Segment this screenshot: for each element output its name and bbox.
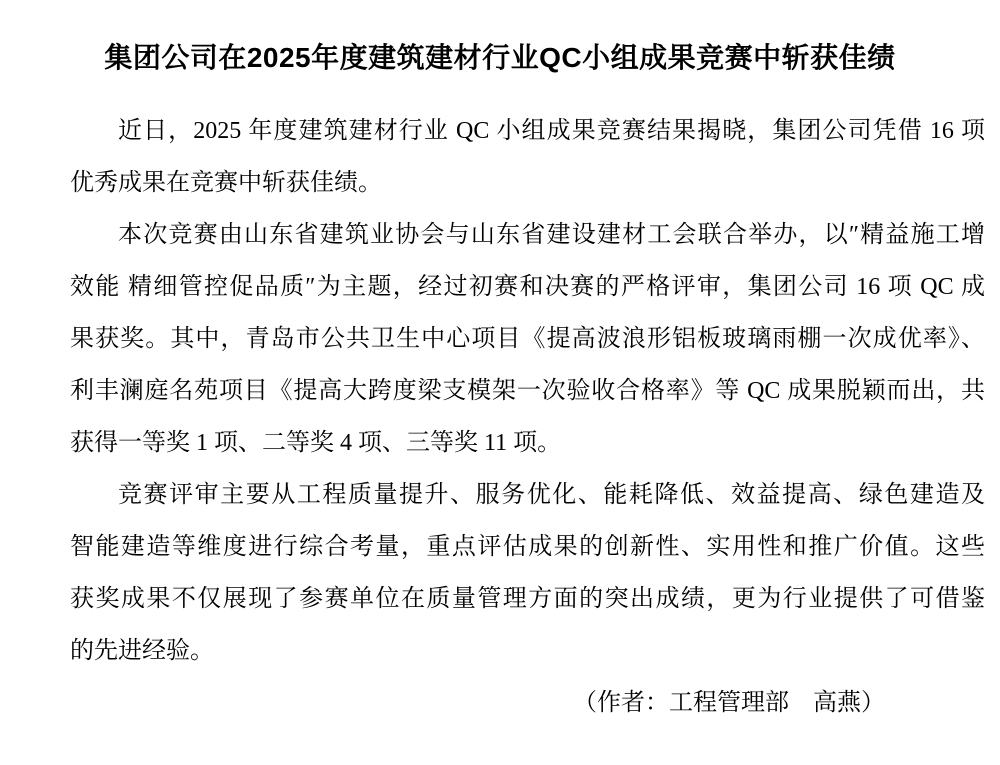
paragraph-2-line-3: 果获奖。其中，青岛市公共卫生中心项目《提高波浪形铝板玻璃雨棚一次成优率》、 <box>70 326 985 352</box>
paragraph-2-line-4: 利丰澜庭名苑项目《提高大跨度梁支模架一次验收合格率》等 QC 成果脱颖而出，共 <box>70 378 985 404</box>
author-line: （作者：工程管理部 高燕） <box>573 690 885 716</box>
paragraph-3-line-3: 获奖成果不仅展现了参赛单位在质量管理方面的突出成绩，更为行业提供了可借鉴 <box>70 586 985 612</box>
paragraph-1-line-2: 优秀成果在竞赛中斩获佳绩。 <box>70 170 382 196</box>
paragraph-2-line-2: 效能 精细管控促品质″为主题，经过初赛和决赛的严格评审，集团公司 16 项 QC 成 <box>70 274 985 300</box>
document-title: 集团公司在2025年度建筑建材行业QC小组成果竞赛中斩获佳绩 <box>104 42 896 73</box>
document-body <box>70 105 985 729</box>
paragraph-2-line-1: 本次竞赛由山东省建筑业协会与山东省建设建材工会联合举办，以″精益施工增 <box>118 222 985 248</box>
paragraph-3-line-1: 竞赛评审主要从工程质量提升、服务优化、能耗降低、效益提高、绿色建造及 <box>118 482 985 508</box>
paragraph-1-line-1: 近日，2025 年度建筑建材行业 QC 小组成果竞赛结果揭晓，集团公司凭借 16 项 <box>118 118 985 144</box>
paragraph-2-line-5: 获得一等奖 1 项、二等奖 4 项、三等奖 11 项。 <box>70 430 562 456</box>
paragraph-3-line-2: 智能建造等维度进行综合考量，重点评估成果的创新性、实用性和推广价值。这些 <box>70 534 985 560</box>
paragraph-3-line-4: 的先进经验。 <box>70 638 214 664</box>
